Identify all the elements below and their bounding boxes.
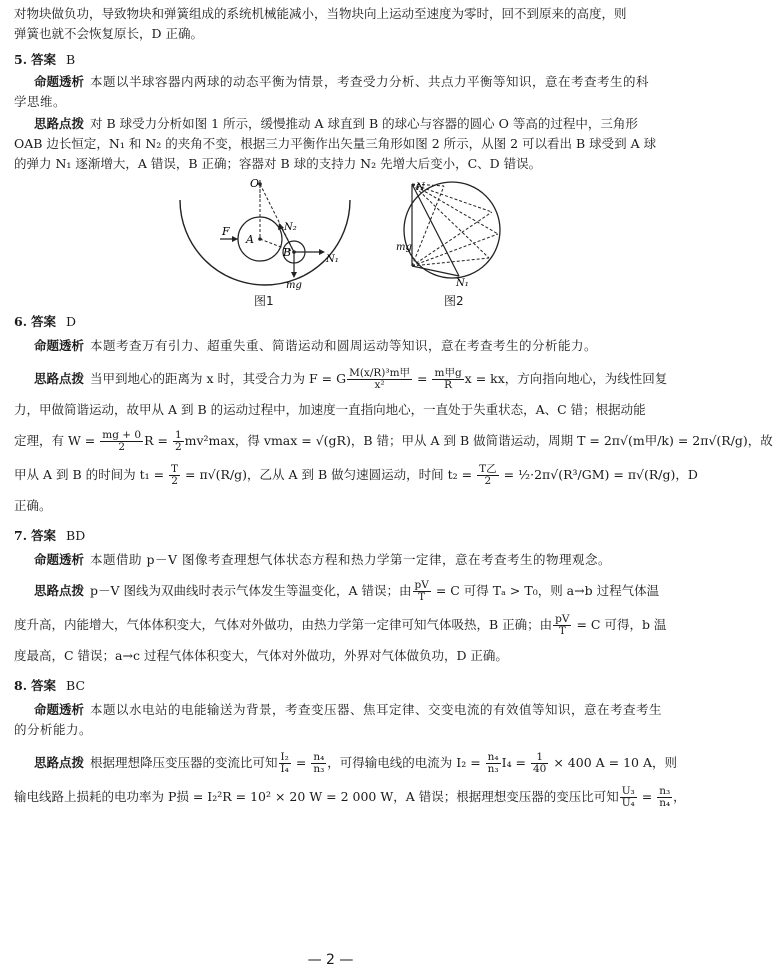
q6-hint-d2: = π√(R/g)，乙从 A 到 B 做匀速圆运动，时间 t₂ = <box>181 467 477 482</box>
figure-2-caption: 图2 <box>444 294 464 308</box>
question-8 <box>14 676 686 814</box>
q8-frac-n3n4-den: n₄ <box>659 797 671 809</box>
q6-hint-d1: 甲从 A 到 B 的时间为 t₁ = <box>14 467 169 482</box>
page-number: — 2 — <box>307 952 354 968</box>
q8-frac-n4n3-1-den: n₃ <box>313 763 325 775</box>
q7-frac-pvt-2-den: T <box>558 625 566 637</box>
fig1-label-o: O <box>250 177 260 190</box>
q8-hint-a2: ，可得输电线的电流为 I₂ = <box>327 755 485 770</box>
intro-line-1: 对物块做负功，导致物块和弹簧组成的系统机械能减小，当物块向上运动至速度为零时，回不到原来的高度，则 <box>14 6 627 21</box>
q6-hint-c3: mv²max，得 vmax = √(gR)，B 错；甲从 A 到 B 做简谐运动，周期 T = 2π√(m甲/k) = 2π√(R/g)，故 <box>184 433 773 448</box>
q5-hint-3: 的弹力 N₁ 逐渐增大，A 错误，B 正确；容器对 B 球的支持力 N₂ 先增大后变小，C、D 错误。 <box>14 156 542 171</box>
q8-number: 8. <box>14 678 28 693</box>
q5-answer-label: 答案 <box>31 52 57 67</box>
q6-frac-t2-den: 2 <box>484 475 492 487</box>
fig2-label-n1: N₁ <box>456 278 469 289</box>
q8-analysis-label: 命题透析 <box>34 702 85 717</box>
q5-figures <box>14 177 650 308</box>
q7-frac-pvt-2 <box>553 614 571 637</box>
q8-answer: BC <box>66 678 86 693</box>
q7-number: 7. <box>14 528 28 543</box>
q5-analysis-1: 本题以半球容器内两球的动态平衡为情景，考查受力分析、共点力平衡等知识，意在考查考生的科 <box>90 74 650 89</box>
q8-hint-b2: ， <box>673 789 686 804</box>
q6-hint-c1: 定理，有 W = <box>14 433 100 448</box>
q6-frac-force-den: x² <box>374 379 385 391</box>
fig2-label-n: N <box>416 182 425 193</box>
q7-analysis: 本题借助 p－V 图像考查理想气体状态方程和热力学第一定律，意在考查考生的物理观念。 <box>90 552 611 567</box>
q6-frac-half-num: 1 <box>174 429 182 441</box>
q8-frac-n3n4-num: n₃ <box>659 785 671 797</box>
q6-answer: D <box>66 314 77 329</box>
q6-hint-label: 思路点拨 <box>34 371 85 386</box>
q8-hint-label: 思路点拨 <box>34 755 85 770</box>
q8-hint-b-eq: = <box>637 789 657 804</box>
q7-answer: BD <box>66 528 86 543</box>
q6-frac-t-den: 2 <box>171 475 178 487</box>
q6-frac-half <box>173 430 184 453</box>
q5-analysis-2: 学思维。 <box>14 94 67 109</box>
q6-hint-a1: 当甲到地心的距离为 x 时，其受合力为 F = G <box>90 371 347 386</box>
q6-frac-work-den: 2 <box>118 441 126 453</box>
figure-2-diagram <box>394 178 514 290</box>
q5-hint-2: OAB 边长恒定，N₁ 和 N₂ 的夹角不变，根据三力平衡作出矢量三角形如图 2 所示，从图 2 可以看出 B 球受到 A 球 <box>14 136 657 151</box>
fig1-label-b: B <box>283 246 292 259</box>
q6-frac-force-num: M(x/R)³m甲 <box>349 367 411 379</box>
q8-frac-n4n3-1-num: n₄ <box>313 751 325 763</box>
q6-frac-mg-num: m甲g <box>434 367 462 379</box>
q8-analysis-1: 本题以水电站的电能输送为背景，考查变压器、焦耳定律、交变电流的有效值等知识，意在考查考生 <box>90 702 663 717</box>
q6-frac-work <box>100 430 143 453</box>
q8-frac-n3n4 <box>657 786 672 809</box>
q8-frac-1-40-den: 40 <box>533 763 547 775</box>
q5-answer: B <box>66 52 76 67</box>
q7-hint-a2: = C 可得 Tₐ > T₀，则 a→b 过程气体温 <box>431 583 660 598</box>
q7-frac-pvt-1-den: T <box>418 591 426 603</box>
q6-frac-half-den: 2 <box>174 441 182 453</box>
q8-hint-a4: × 400 A = 10 A，则 <box>549 755 677 770</box>
q6-number: 6. <box>14 314 28 329</box>
question-7 <box>14 526 667 670</box>
q6-analysis: 本题考查万有引力、超重失重、简谐运动和圆周运动等知识，意在考查考生的分析能力。 <box>90 338 598 353</box>
intro-line-2: 弹簧也就不会恢复原长，D 正确。 <box>14 26 203 41</box>
figure-1-diagram <box>180 178 355 290</box>
question-6 <box>14 312 773 520</box>
q6-hint-e: 正确。 <box>14 498 52 513</box>
figure-1-caption: 图1 <box>254 294 274 308</box>
q6-frac-work-num: mg + 0 <box>102 429 142 441</box>
q8-frac-i2i4 <box>279 752 291 775</box>
q6-analysis-label: 命题透析 <box>34 338 85 353</box>
fig1-label-mg: mg <box>286 280 302 291</box>
q8-answer-label: 答案 <box>31 678 57 693</box>
q8-frac-n4n3-2-num: n₄ <box>487 751 499 763</box>
q5-hint-1: 对 B 球受力分析如图 1 所示，缓慢推动 A 球直到 B 的球心与容器的圆心 O 等高的过程中，三角形 <box>90 116 638 131</box>
q7-hint-b2: = C 可得，b 温 <box>572 617 667 632</box>
q6-frac-t2 <box>477 464 499 487</box>
q7-answer-label: 答案 <box>31 528 57 543</box>
fig1-label-n2: N₂ <box>284 222 297 233</box>
document-page <box>14 4 773 814</box>
q6-hint-a-eq: = <box>413 371 432 386</box>
q8-hint-a3: I₄ = <box>501 755 530 770</box>
q8-hint-b1: 输电线路上损耗的电功率为 P损 = I₂²R = 10² × 20 W = 2 000 W，A 错误；根据理想变压器的变压比可知 <box>14 789 619 804</box>
q6-frac-force <box>347 368 412 391</box>
q8-frac-u3u4 <box>620 786 637 809</box>
q5-number: 5. <box>14 52 28 67</box>
q8-frac-i2i4-den: I₄ <box>280 763 289 775</box>
question-5 <box>14 50 657 308</box>
fig1-label-a: A <box>246 233 254 246</box>
q7-frac-pvt-1 <box>413 580 431 603</box>
q6-frac-t-num: T <box>171 463 179 475</box>
q8-analysis-2: 的分析能力。 <box>14 722 93 737</box>
q6-hint-c2: R = <box>144 433 172 448</box>
q8-frac-n4n3-1 <box>311 752 326 775</box>
fig1-label-f: F <box>222 225 230 238</box>
fig2-label-mg: mg <box>396 242 412 253</box>
q7-hint-label: 思路点拨 <box>34 583 85 598</box>
q7-hint-a1: p－V 图线为双曲线时表示气体发生等温变化，A 错误；由 <box>90 583 412 598</box>
q8-frac-i2i4-num: I₂ <box>280 751 289 763</box>
q8-frac-1-40 <box>531 752 548 775</box>
q6-frac-mg-den: R <box>444 379 453 391</box>
fig1-label-n1: N₁ <box>326 254 339 265</box>
q8-frac-u3u4-num: U₃ <box>621 785 635 797</box>
q6-frac-t <box>169 464 180 487</box>
q7-frac-pvt-2-num: pV <box>555 613 570 625</box>
q6-hint-a2: x = kx，方向指向地心，为线性回复 <box>464 371 668 386</box>
q8-frac-1-40-num: 1 <box>531 752 548 764</box>
q7-hint-c: 度最高，C 错误；a→c 过程气体体积变大，气体对外做功，外界对气体做负功，D 正确。 <box>14 648 508 663</box>
q8-hint-a1: 根据理想降压变压器的变流比可知 <box>90 755 278 770</box>
q7-analysis-label: 命题透析 <box>34 552 85 567</box>
q7-frac-pvt-1-num: pV <box>414 579 429 591</box>
q8-frac-u3u4-den: U₄ <box>621 797 635 809</box>
q6-hint-b: 力，甲做简谐运动，故甲从 A 到 B 的运动过程中，加速度一直指向地心，一直处于失重状态，A、C 错；根据动能 <box>14 402 646 417</box>
q7-hint-b1: 度升高，内能增大，气体体积变大，气体对外做功，由热力学第一定律可知气体吸热，B 正确；由 <box>14 617 553 632</box>
q8-hint-a-eq: = <box>291 755 311 770</box>
q5-analysis-label: 命题透析 <box>34 74 85 89</box>
q6-answer-label: 答案 <box>31 314 57 329</box>
q6-frac-mg <box>432 368 463 391</box>
q8-frac-n4n3-2-den: n₃ <box>487 763 499 775</box>
q6-hint-d3: = ½·2π√(R³/GM) = π√(R/g)，D <box>499 467 698 482</box>
q6-frac-t2-num: T乙 <box>479 463 497 475</box>
q8-frac-n4n3-2 <box>486 752 501 775</box>
q5-hint-label: 思路点拨 <box>34 116 85 131</box>
